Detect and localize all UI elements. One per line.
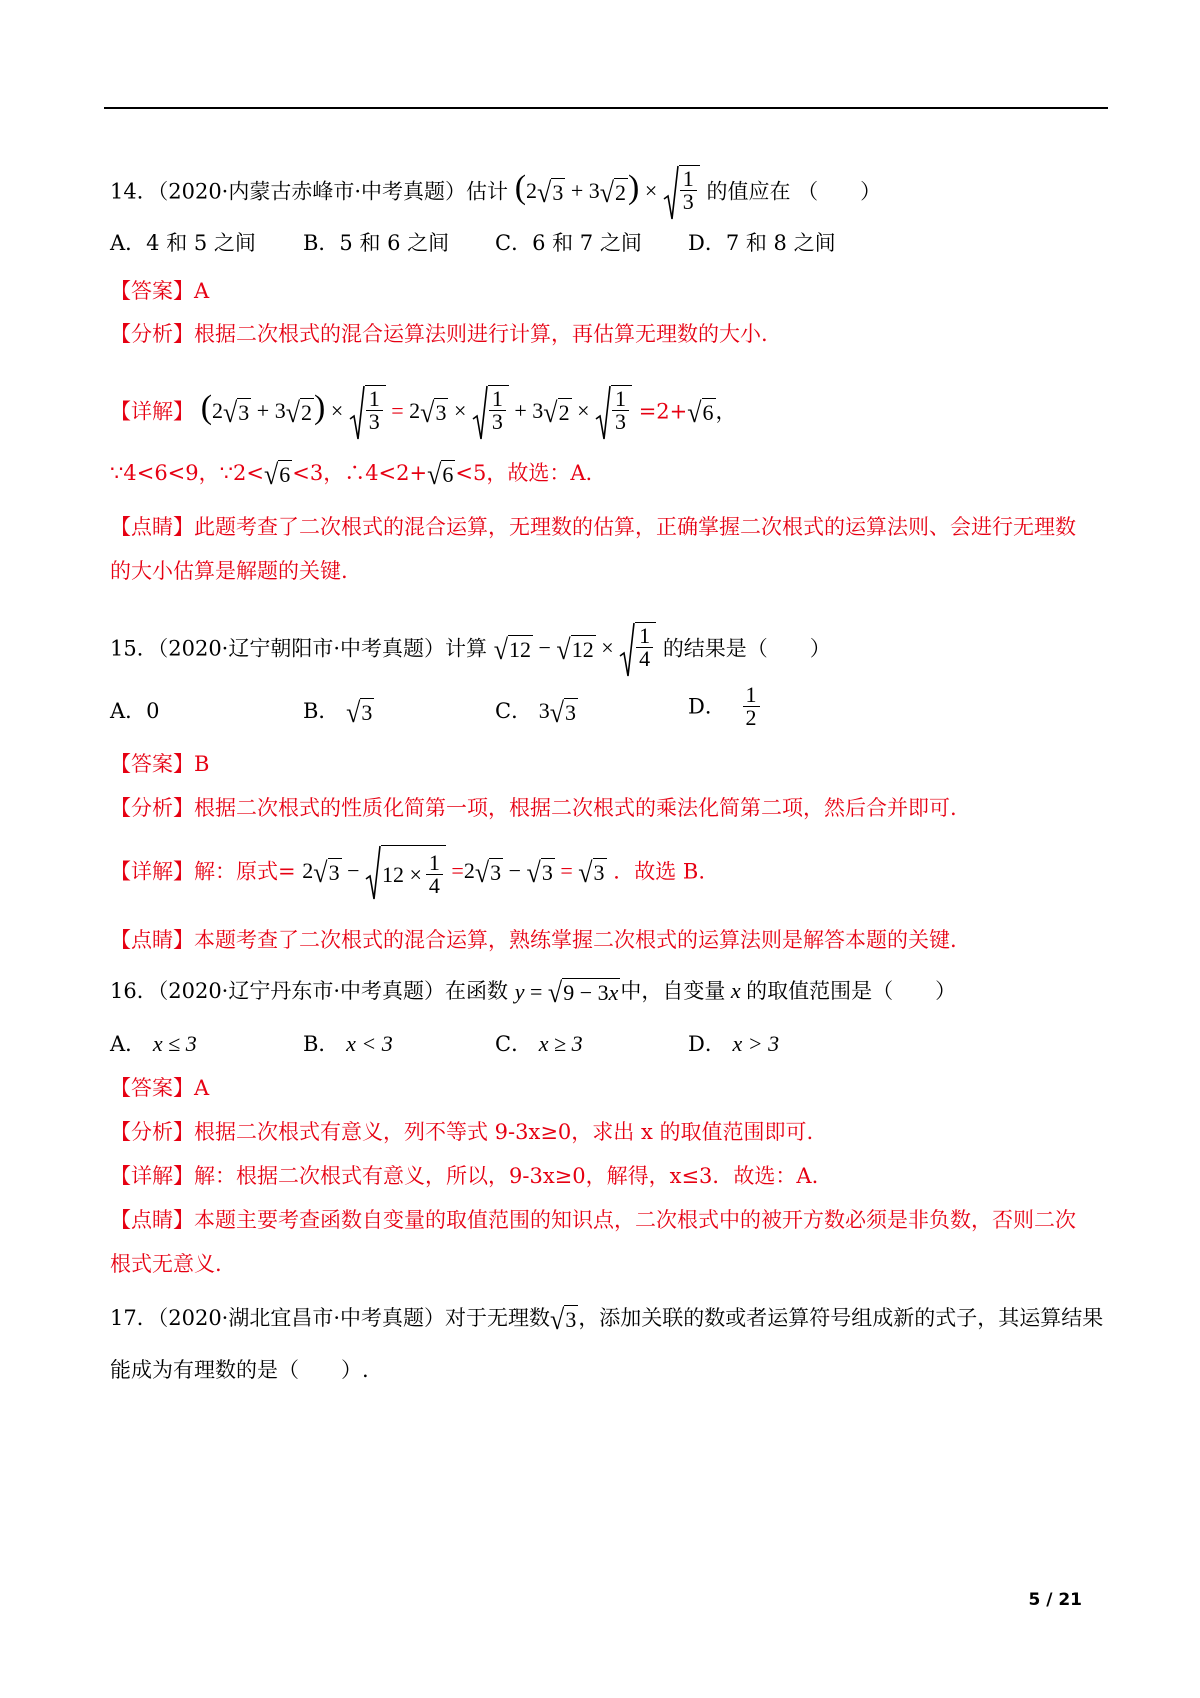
q14-reason-end: <5，故选：A. (455, 461, 593, 485)
q14-detail-tag: 【详解】 (110, 399, 194, 424)
q15-detail-tag: 【详解】 (110, 859, 194, 884)
q15-answer (110, 749, 209, 779)
q17-number: 17． (110, 1306, 158, 1330)
q14-stem-before: 估计 (466, 179, 509, 204)
q15-number: 15． (110, 636, 158, 661)
q17-sqrt3: √ 3 (550, 1303, 577, 1335)
q16-option-d-expr: x > 3 (732, 1031, 780, 1056)
q16-analysis (110, 1117, 813, 1147)
q16-option-c (495, 1029, 583, 1059)
q14-answer-tag: 【答案】 (110, 279, 194, 303)
q14-option-a: A．4 和 5 之间 (110, 231, 256, 255)
q16-stem: 16．（2020·辽宁丹东市·中考真题）在函数 y = √ 9 − 3x 中，自变量 x 的取值范围是（ ） (110, 976, 957, 1009)
q14-analysis-text: 根据二次根式的混合运算法则进行计算，再估算无理数的大小. (194, 322, 768, 346)
q15-stem (110, 622, 831, 678)
q16-option-a-label: A． (110, 1032, 147, 1056)
q16-comment-text2: 根式无意义. (110, 1252, 222, 1276)
q16-option-c-expr: x ≥ 3 (538, 1031, 583, 1056)
q14-expression: (2 √ 3 + 3 √ 2 ) × $\frac{1}{3}$ (515, 165, 700, 221)
q14-reason (110, 458, 592, 490)
q16-option-b (303, 1029, 393, 1059)
q15-comment (110, 925, 957, 955)
q14-source: （2020·内蒙古赤峰市·中考真题） (157, 179, 467, 204)
q15-comment-tag: 【点睛】 (110, 928, 194, 952)
q14-reason-sqrt6-a: √ 6 (263, 458, 291, 490)
q16-option-b-expr: x < 3 (346, 1031, 393, 1056)
q16-answer-value: A (194, 1076, 210, 1100)
q16-comment-tag: 【点睛】 (110, 1208, 194, 1232)
q15-analysis-tag: 【分析】 (110, 796, 194, 820)
q15-option-d-label: D． (688, 694, 726, 719)
q16-option-c-label: C． (495, 1032, 533, 1056)
q15-source: （2020·辽宁朝阳市·中考真题） (157, 636, 446, 661)
q15-option-c: C． 3 √ 3 (495, 696, 577, 728)
q14-comment-tag: 【点睛】 (110, 515, 194, 539)
q15-analysis-text: 根据二次根式的性质化简第一项，根据二次根式的乘法化简第二项，然后合并即可. (194, 796, 957, 820)
q14-option-d: D．7 和 8 之间 (688, 231, 836, 255)
q14-reason-start: ∵4<6<9，∵2< (110, 461, 264, 485)
q15-option-d: D． $\frac{1}{2}$ (688, 684, 760, 729)
q16-stem-mid: 中，自变量 (620, 979, 726, 1003)
q16-comment-line1 (110, 1205, 1076, 1235)
q15-option-b: B． √ 3 (303, 696, 373, 728)
q16-option-a-expr: x ≤ 3 (152, 1031, 197, 1056)
q15-detail-end: ．故选 B. (613, 859, 706, 884)
q14-answer-value: A (194, 279, 210, 303)
q14-detail-result: =2+ (638, 399, 688, 424)
q14-option-b: B．5 和 6 之间 (303, 231, 450, 255)
q16-answer (110, 1073, 209, 1103)
q15-expression: √ 12 − √ 12 × $\frac{1}{4}$ (494, 622, 656, 678)
q15-option-a: A．0 (110, 699, 160, 723)
q14-comment-text2: 的大小估算是解题的关键. (110, 559, 348, 583)
q17-stem-line2 (110, 1355, 369, 1385)
q16-stem-after: 的取值范围是（ ） (746, 979, 957, 1003)
q16-comment-text1: 本题主要考查函数自变量的取值范围的知识点，二次根式中的被开方数必须是非负数，否则二次 (194, 1208, 1076, 1232)
q14-stem-after: 的值应在 (706, 179, 791, 204)
q15-detail-prefix: 解：原式= (194, 859, 296, 884)
q16-source: （2020·辽宁丹东市·中考真题） (157, 979, 446, 1003)
q14-analysis-tag: 【分析】 (110, 322, 194, 346)
q14-comment-text1: 此题考查了二次根式的混合运算，无理数的估算，正确掌握二次根式的运算法则、会进行无理数 (194, 515, 1076, 539)
q15-detail-expression: 2 √ 3 − 12 × $\frac{1}{4}$ =2 √ 3 − √ 3 = √ 3 (302, 845, 606, 901)
q15-comment-text: 本题考查了二次根式的混合运算，熟练掌握二次根式的运算法则是解答本题的关键. (194, 928, 957, 952)
q16-detail-text: 解：根据二次根式有意义，所以，9-3x≥0，解得，x≤3．故选：A. (194, 1164, 819, 1188)
q16-analysis-text: 根据二次根式有意义，列不等式 9-3x≥0，求出 x 的取值范围即可. (194, 1120, 814, 1144)
q15-answer-tag: 【答案】 (110, 752, 194, 776)
q16-number: 16． (110, 979, 158, 1003)
q14-reason-sqrt6-b: √ 6 (427, 458, 454, 490)
page-number: 5 / 21 (1028, 1590, 1082, 1610)
q14-answer (110, 276, 209, 306)
q14-stem (110, 165, 881, 221)
q17-source: （2020·湖北宜昌市·中考真题） (157, 1306, 446, 1330)
q14-comment-line2 (110, 556, 348, 586)
q16-detail-tag: 【详解】 (110, 1164, 194, 1188)
q16-option-a (110, 1029, 197, 1059)
q16-function: y = √ 9 − 3x (514, 976, 619, 1009)
q14-blank: （ ） (797, 179, 882, 204)
q15-option-c-label: C． (495, 699, 533, 723)
q16-analysis-tag: 【分析】 (110, 1120, 194, 1144)
q15-answer-value: B (194, 752, 210, 776)
q15-stem-before: 计算 (445, 636, 488, 661)
q17-stem-after: ，添加关联的数或者运算符号组成新的式子，其运算结果 (578, 1306, 1104, 1330)
q16-comment-line2 (110, 1249, 222, 1279)
q14-reason-mid: <3，∴4<2+ (292, 461, 428, 485)
q16-option-d-label: D． (688, 1032, 726, 1056)
q14-detail-sqrt6: √ 6 (687, 396, 714, 429)
q16-option-b-label: B． (303, 1032, 340, 1056)
header-rule (104, 107, 1108, 109)
q16-stem-before: 在函数 (445, 979, 509, 1003)
q15-analysis (110, 793, 957, 823)
q17-stem (110, 1303, 1103, 1335)
q17-stem-line2-text: 能成为有理数的是（ ）. (110, 1358, 369, 1382)
q14-analysis (110, 319, 768, 349)
q16-detail (110, 1161, 818, 1191)
q14-comment-line1 (110, 512, 1076, 542)
q15-option-b-label: B． (303, 699, 340, 723)
q14-number: 14． (110, 179, 158, 204)
q14-detail: 【详解】 (2 √ 3 + 3 √ 2 ) × $\frac{1}{3}$ = 2 √ 3 × $\frac{1}{3}$ + 3 √ 2 × $\frac{1}{3}$ =2+ √ 6 ， (110, 385, 737, 441)
q15-detail (110, 845, 705, 901)
q14-option-c: C．6 和 7 之间 (495, 231, 642, 255)
q16-option-d (688, 1029, 779, 1059)
q17-stem-before: 对于无理数 (445, 1306, 551, 1330)
q14-detail-expression: (2 √ 3 + 3 √ 2 ) × $\frac{1}{3}$ = 2 √ 3 × $\frac{1}{3}$ + 3 √ 2 × $\frac{1}{3}$ (201, 385, 632, 441)
q16-answer-tag: 【答案】 (110, 1076, 194, 1100)
q15-stem-after: 的结果是（ ） (662, 636, 831, 661)
